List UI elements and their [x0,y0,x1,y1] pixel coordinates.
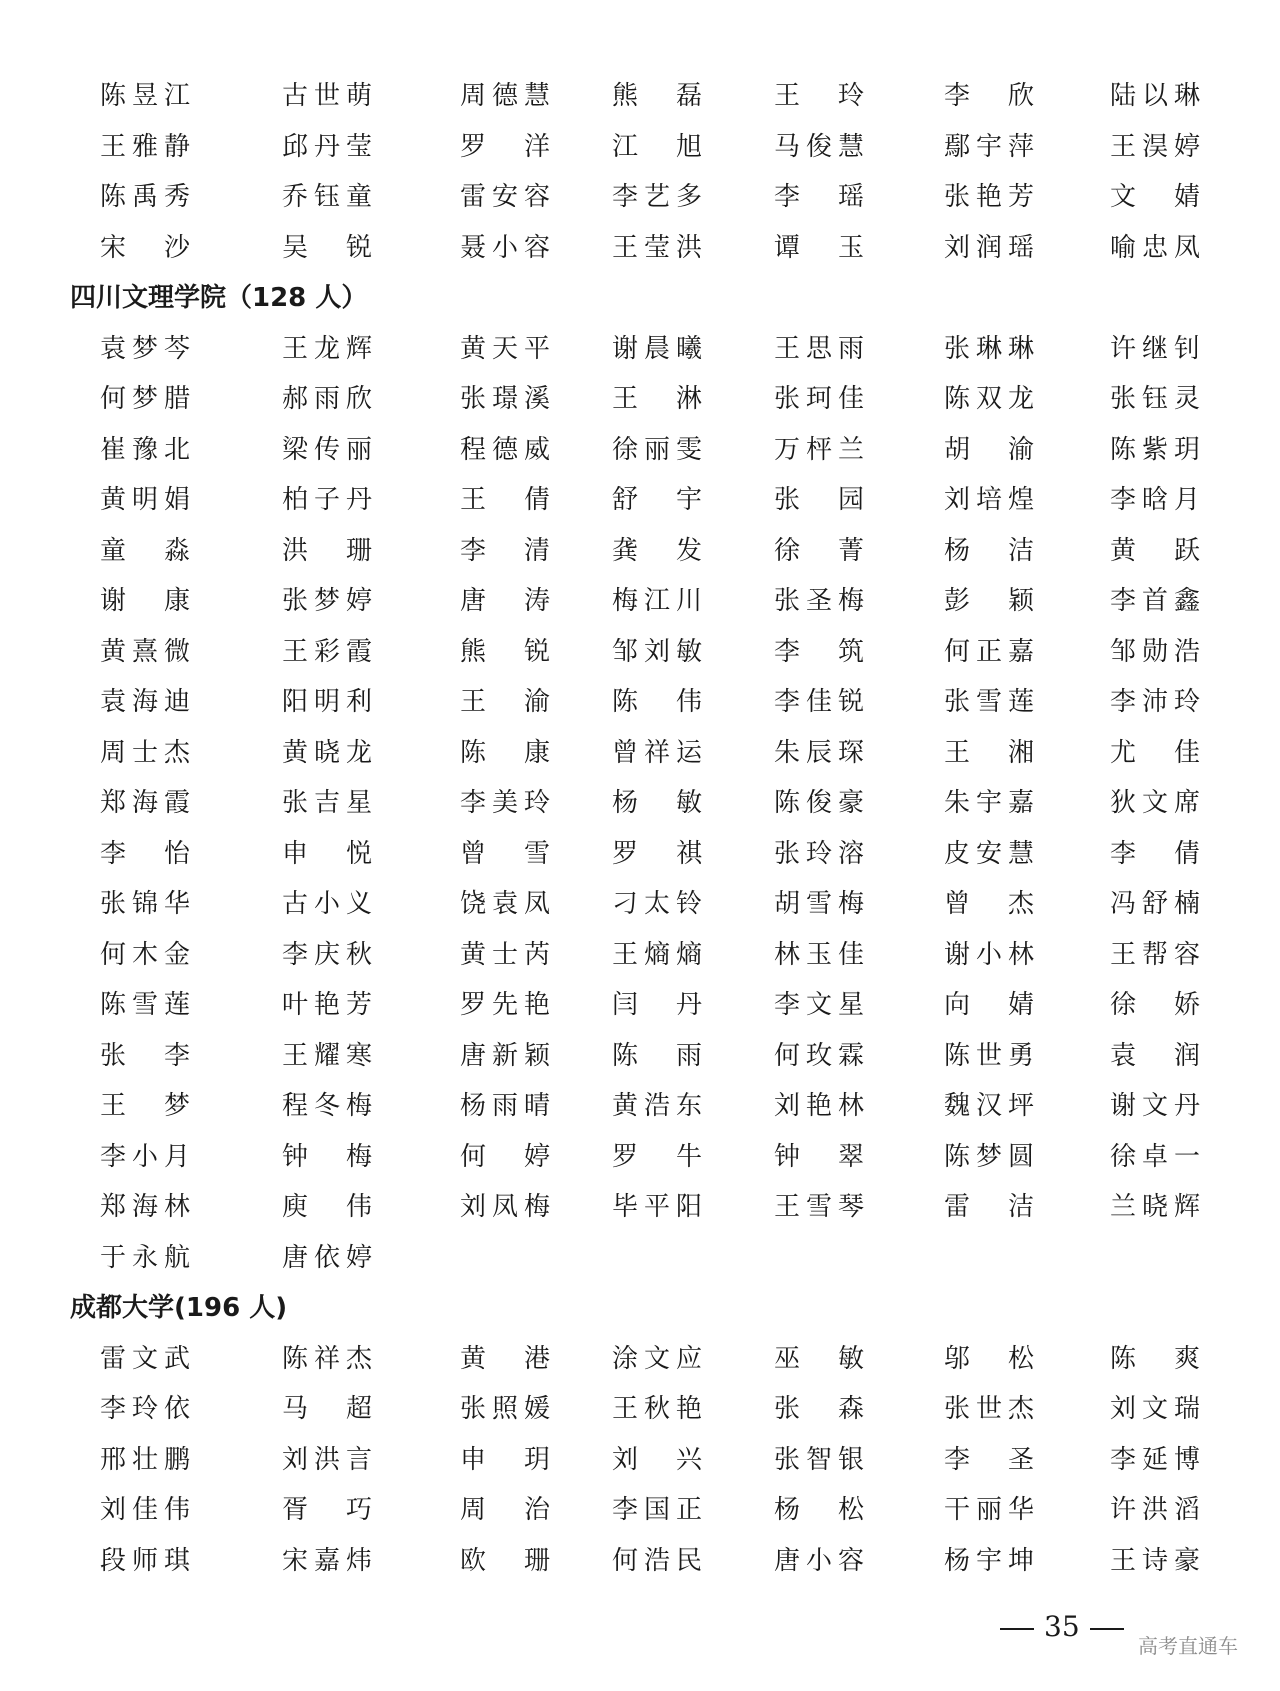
name-entry: 王倩 [460,485,550,515]
name-entry: 胥巧 [282,1495,372,1525]
name-entry: 张锦华 [100,889,190,919]
name-entry: 王梦 [100,1091,190,1121]
name-entry: 张艳芳 [944,182,1034,212]
name-entry: 于永航 [100,1243,190,1273]
name-entry: 李美玲 [460,788,550,818]
name-entry: 柏子丹 [282,485,372,515]
name-entry: 张圣梅 [774,586,864,616]
section-heading: 成都大学(196 人) [70,1293,288,1323]
name-row [0,1235,1280,1281]
name-entry: 杨洁 [944,536,1034,566]
name-entry: 熊磊 [612,81,702,111]
name-entry: 王熵熵 [612,940,702,970]
name-entry: 杨敏 [612,788,702,818]
name-entry: 王玲 [774,81,864,111]
name-entry: 张琳琳 [944,334,1034,364]
name-entry: 何浩民 [612,1546,702,1576]
name-row [0,124,1280,170]
name-entry: 朱宇嘉 [944,788,1034,818]
name-entry: 谢小林 [944,940,1034,970]
name-entry: 邹刘敏 [612,637,702,667]
name-entry: 周德慧 [460,81,550,111]
name-row [0,1083,1280,1129]
name-row [0,679,1280,725]
name-entry: 杨雨晴 [460,1091,550,1121]
name-entry: 李首鑫 [1110,586,1200,616]
name-entry: 阳明利 [282,687,372,717]
name-entry: 冯舒楠 [1110,889,1200,919]
name-entry: 刘培煌 [944,485,1034,515]
name-row [0,982,1280,1028]
name-entry: 唐依婷 [282,1243,372,1273]
name-row [0,1487,1280,1533]
name-entry: 曾杰 [944,889,1034,919]
name-entry: 曾雪 [460,839,550,869]
name-entry: 朱辰琛 [774,738,864,768]
name-row [0,73,1280,119]
name-entry: 张园 [774,485,864,515]
name-entry: 郑海林 [100,1192,190,1222]
name-entry: 邬松 [944,1344,1034,1374]
name-entry: 陈祥杰 [282,1344,372,1374]
name-entry: 刘文瑞 [1110,1394,1200,1424]
name-entry: 王诗豪 [1110,1546,1200,1576]
name-entry: 杨松 [774,1495,864,1525]
name-entry: 谭玉 [774,233,864,263]
name-entry: 陈康 [460,738,550,768]
name-entry: 乔钰童 [282,182,372,212]
name-entry: 陈禹秀 [100,182,190,212]
name-entry: 曾祥运 [612,738,702,768]
name-entry: 刁太铃 [612,889,702,919]
name-entry: 郑海霞 [100,788,190,818]
name-entry: 闫丹 [612,990,702,1020]
name-entry: 巫敏 [774,1344,864,1374]
name-entry: 向婧 [944,990,1034,1020]
name-entry: 李艺多 [612,182,702,212]
name-row [0,831,1280,877]
name-entry: 王耀寒 [282,1041,372,1071]
name-entry: 雷文武 [100,1344,190,1374]
name-entry: 魏汉坪 [944,1091,1034,1121]
name-entry: 王彩霞 [282,637,372,667]
name-entry: 李倩 [1110,839,1200,869]
name-row [0,1386,1280,1432]
name-entry: 马超 [282,1394,372,1424]
name-entry: 古小义 [282,889,372,919]
name-entry: 唐小容 [774,1546,864,1576]
name-entry: 梅江川 [612,586,702,616]
name-row [0,528,1280,574]
name-entry: 申悦 [282,839,372,869]
name-entry: 张雪莲 [944,687,1034,717]
footer-dash-right [1090,1628,1124,1630]
name-entry: 李文星 [774,990,864,1020]
section-heading: 四川文理学院（128 人） [70,283,368,313]
name-entry: 古世萌 [282,81,372,111]
name-entry: 罗祺 [612,839,702,869]
name-entry: 宋嘉炜 [282,1546,372,1576]
name-entry: 刘润瑶 [944,233,1034,263]
name-entry: 洪珊 [282,536,372,566]
name-row [0,629,1280,675]
name-entry: 黄士芮 [460,940,550,970]
name-entry: 饶袁凤 [460,889,550,919]
name-entry: 舒宇 [612,485,702,515]
name-entry: 袁梦芩 [100,334,190,364]
name-entry: 文婧 [1110,182,1200,212]
name-entry: 毕平阳 [612,1192,702,1222]
name-entry: 李瑶 [774,182,864,212]
name-entry: 陈双龙 [944,384,1034,414]
name-entry: 陆以琳 [1110,81,1200,111]
name-entry: 聂小容 [460,233,550,263]
name-entry: 何玫霖 [774,1041,864,1071]
name-entry: 黄浩东 [612,1091,702,1121]
name-entry: 胡雪梅 [774,889,864,919]
name-entry: 徐卓一 [1110,1142,1200,1172]
name-entry: 李清 [460,536,550,566]
name-entry: 陈爽 [1110,1344,1200,1374]
name-row [0,376,1280,422]
name-entry: 许洪滔 [1110,1495,1200,1525]
name-entry: 陈雪莲 [100,990,190,1020]
name-row [0,326,1280,372]
name-row [0,932,1280,978]
name-entry: 梁传丽 [282,435,372,465]
name-entry: 郝雨欣 [282,384,372,414]
name-entry: 江旭 [612,132,702,162]
name-row [0,1336,1280,1382]
name-entry: 周士杰 [100,738,190,768]
name-entry: 张钰灵 [1110,384,1200,414]
name-entry: 谢晨曦 [612,334,702,364]
name-entry: 刘兴 [612,1445,702,1475]
name-entry: 张玲溶 [774,839,864,869]
name-entry: 李小月 [100,1142,190,1172]
name-row [0,1437,1280,1483]
name-entry: 黄明娟 [100,485,190,515]
name-row [0,881,1280,927]
name-entry: 尤佳 [1110,738,1200,768]
name-entry: 雷安容 [460,182,550,212]
name-entry: 万枰兰 [774,435,864,465]
name-row [0,1184,1280,1230]
name-row [0,1134,1280,1180]
name-entry: 罗先艳 [460,990,550,1020]
name-entry: 王渝 [460,687,550,717]
name-entry: 李佳锐 [774,687,864,717]
name-entry: 兰晓辉 [1110,1192,1200,1222]
name-entry: 袁海迪 [100,687,190,717]
name-entry: 雷洁 [944,1192,1034,1222]
page-number: 35 [1044,1610,1080,1643]
name-entry: 徐娇 [1110,990,1200,1020]
name-row [0,174,1280,220]
name-entry: 熊锐 [460,637,550,667]
name-entry: 刘艳林 [774,1091,864,1121]
name-entry: 黄天平 [460,334,550,364]
name-entry: 张吉星 [282,788,372,818]
name-entry: 何木金 [100,940,190,970]
name-entry: 邢壮鹏 [100,1445,190,1475]
name-entry: 袁润 [1110,1041,1200,1071]
name-entry: 张梦婷 [282,586,372,616]
name-entry: 徐丽雯 [612,435,702,465]
name-entry: 刘洪言 [282,1445,372,1475]
name-entry: 何婷 [460,1142,550,1172]
name-row [0,1033,1280,1079]
name-entry: 黄晓龙 [282,738,372,768]
name-entry: 宋沙 [100,233,190,263]
name-entry: 陈昱江 [100,81,190,111]
name-entry: 何梦腊 [100,384,190,414]
name-entry: 吴锐 [282,233,372,263]
name-entry: 程冬梅 [282,1091,372,1121]
name-entry: 李筑 [774,637,864,667]
name-entry: 许继钊 [1110,334,1200,364]
name-entry: 申玥 [460,1445,550,1475]
name-entry: 王淏婷 [1110,132,1200,162]
name-entry: 谢文丹 [1110,1091,1200,1121]
name-entry: 张珂佳 [774,384,864,414]
name-entry: 程德威 [460,435,550,465]
name-entry: 李延博 [1110,1445,1200,1475]
name-entry: 叶艳芳 [282,990,372,1020]
name-row [0,730,1280,776]
name-entry: 何正嘉 [944,637,1034,667]
name-entry: 涂文应 [612,1344,702,1374]
name-entry: 鄢宇萍 [944,132,1034,162]
name-entry: 喻忠凤 [1110,233,1200,263]
name-entry: 李玲依 [100,1394,190,1424]
name-entry: 狄文席 [1110,788,1200,818]
name-entry: 庾伟 [282,1192,372,1222]
name-entry: 王龙辉 [282,334,372,364]
name-entry: 王淋 [612,384,702,414]
name-entry: 崔豫北 [100,435,190,465]
name-entry: 李晗月 [1110,485,1200,515]
name-entry: 李沛玲 [1110,687,1200,717]
name-entry: 李圣 [944,1445,1034,1475]
name-entry: 彭颖 [944,586,1034,616]
name-entry: 李庆秋 [282,940,372,970]
name-entry: 钟梅 [282,1142,372,1172]
name-entry: 邹勋浩 [1110,637,1200,667]
name-entry: 陈梦圆 [944,1142,1034,1172]
name-row [0,427,1280,473]
watermark: 高考直通车 [1138,1634,1238,1658]
name-entry: 干丽华 [944,1495,1034,1525]
name-entry: 周治 [460,1495,550,1525]
name-entry: 王莹洪 [612,233,702,263]
name-entry: 童淼 [100,536,190,566]
name-row [0,1538,1280,1584]
name-row [0,477,1280,523]
name-entry: 刘凤梅 [460,1192,550,1222]
name-entry: 王秋艳 [612,1394,702,1424]
name-entry: 钟翠 [774,1142,864,1172]
name-entry: 徐菁 [774,536,864,566]
name-entry: 张森 [774,1394,864,1424]
name-entry: 李怡 [100,839,190,869]
page-footer [1000,1607,1150,1647]
name-entry: 陈世勇 [944,1041,1034,1071]
name-entry: 王雅静 [100,132,190,162]
name-row [0,780,1280,826]
name-entry: 段师琪 [100,1546,190,1576]
name-entry: 李欣 [944,81,1034,111]
name-entry: 唐涛 [460,586,550,616]
name-entry: 陈紫玥 [1110,435,1200,465]
name-entry: 陈雨 [612,1041,702,1071]
name-entry: 王湘 [944,738,1034,768]
name-entry: 张智银 [774,1445,864,1475]
name-entry: 王雪琴 [774,1192,864,1222]
name-entry: 王思雨 [774,334,864,364]
name-entry: 胡渝 [944,435,1034,465]
name-entry: 张照媛 [460,1394,550,1424]
name-entry: 黄港 [460,1344,550,1374]
name-entry: 黄熹微 [100,637,190,667]
name-entry: 林玉佳 [774,940,864,970]
name-entry: 王帮容 [1110,940,1200,970]
name-entry: 欧珊 [460,1546,550,1576]
name-row [0,225,1280,271]
name-entry: 陈伟 [612,687,702,717]
name-entry: 马俊慧 [774,132,864,162]
footer-dash-left [1000,1628,1034,1630]
name-entry: 邱丹莹 [282,132,372,162]
name-entry: 张璟溪 [460,384,550,414]
name-entry: 罗牛 [612,1142,702,1172]
name-entry: 刘佳伟 [100,1495,190,1525]
name-entry: 李国正 [612,1495,702,1525]
name-entry: 谢康 [100,586,190,616]
name-entry: 陈俊豪 [774,788,864,818]
name-entry: 唐新颖 [460,1041,550,1071]
name-entry: 罗洋 [460,132,550,162]
name-entry: 皮安慧 [944,839,1034,869]
name-entry: 黄跃 [1110,536,1200,566]
name-entry: 张李 [100,1041,190,1071]
name-entry: 龚发 [612,536,702,566]
name-row [0,578,1280,624]
name-entry: 张世杰 [944,1394,1034,1424]
name-entry: 杨宇坤 [944,1546,1034,1576]
